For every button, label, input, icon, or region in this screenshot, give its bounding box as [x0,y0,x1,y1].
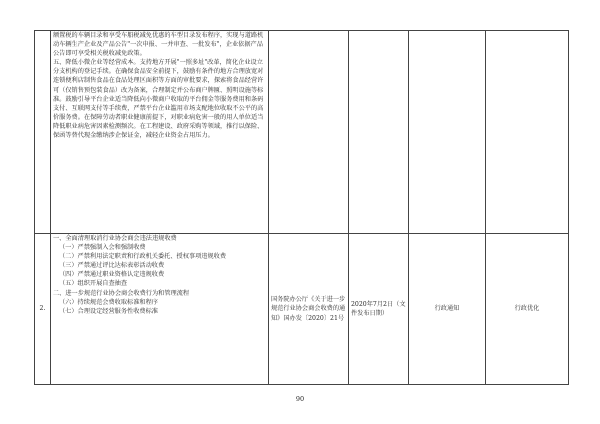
row1-basis-cell [269,31,349,234]
measure-line: （四）严禁通过职业资格认定违规收费 [59,271,165,279]
table-row [35,31,569,234]
measure-line: （六）持续规范会费收取标准和程序 [59,298,158,306]
row2-measures-cell [51,234,269,385]
measure-line: （二）严禁利用法定职责和行政机关委托、授权事项违规收费 [59,253,227,261]
measure-line: （一）严禁强制入会和强制收费 [59,244,146,252]
row2-form-cell: 行政通知 [409,234,486,385]
row2-index-cell: 2. [35,234,51,385]
measure-line: （五）组织开展自查抽查 [59,280,128,288]
measure-line: （三）严禁通过评比达标表彰活动收费 [59,262,165,270]
row2-date-cell: 2020年7月2日（文件发布日期） [349,234,409,385]
page-number: 90 [295,395,305,403]
table-row [35,234,569,385]
policy-table [34,30,569,385]
row1-date-cell [349,31,409,234]
row1-category-cell [486,31,569,234]
row1-index-cell [35,31,51,234]
row1-form-cell [409,31,486,234]
measure-line: 一、全面清理取消行业协会商会违法违规收费 [53,235,177,242]
measure-paragraph: 五、降低小微企业等经营成本。支持地方开展"一照多址"改革，简化企业设立分支机构的登记手续。在确保食品安全前提下，鼓励有条件的地方合理放宽对连锁便利店制售食品在食品处理区面积等方面的审批要求，探索将食品经营许可（仅销售预包装食品）改为备案，合理制定并公布商户牌匾、照明设施等标准。鼓励引导平台企业适当降低向小微商户收取的平台佣金等服务费用和条码支付、互联网支付等手续费，严禁平台企业滥用市场支配地位收取不公平的高价服务费。在保障劳动者职业健康前提下，对职业病危害一般的用人单位适当降低职业病危害因素检测频次。在工程建设、政府采购等领域，推行以保险、保函等替代现金缴纳涉企保证金，减轻企业资金占用压力。 [53,59,264,140]
row1-measures-cell [51,31,269,234]
measure-paragraph: 额置税的车辆目录和享受车船税减免优惠的车型目录发布程序，实现与道路机动车辆生产企业及产品公告"一次申报、一并审查、一批发布"，企业依据产品公告即可享受相关税收减免政策。 [53,32,264,58]
measure-line: （七）合理设定经营服务性收费标准 [59,307,158,315]
measure-line: 二、进一步规范行业协会商会收费行为和管理流程 [53,289,190,297]
row2-basis-cell: 国务院办公厅《关于进一步规范行业协会商会收费的通知》国办发〔2020〕21号 [269,234,349,385]
row2-category-cell: 行政优化 [486,234,569,385]
